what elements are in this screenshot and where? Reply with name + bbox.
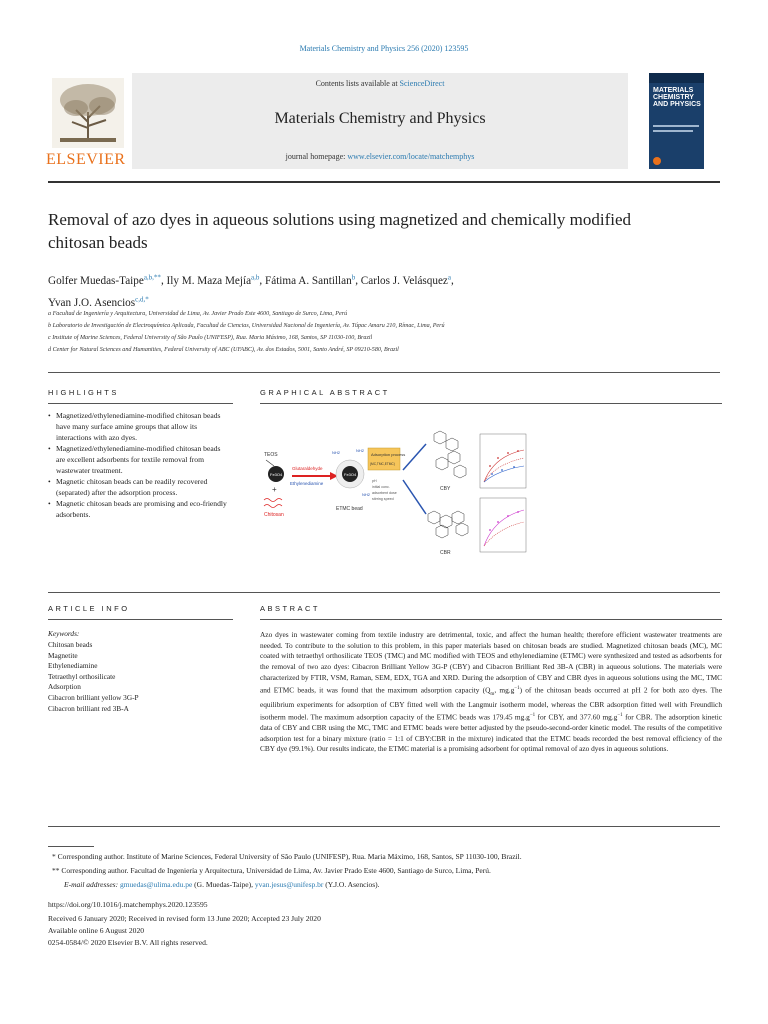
journal-title: Materials Chemistry and Physics	[274, 110, 486, 127]
cbr-molecule-icon	[428, 511, 468, 538]
author-sup[interactable]: a,b	[251, 273, 260, 281]
journal-homepage	[132, 152, 628, 161]
cbr-branch-arrow-icon	[403, 480, 426, 514]
homepage-prefix: journal homepage:	[285, 152, 348, 161]
email-link-2[interactable]: yvan.jesus@unifesp.br	[254, 880, 324, 889]
abstract-sup: −1	[529, 712, 536, 718]
elsevier-wordmark: ELSEVIER	[46, 151, 126, 168]
highlight-item: • Magnetized/ethylenediamine-modified chitosan beads have many surface amine groups that allow its interactions with azo dyes.	[48, 410, 230, 443]
highlights-list	[48, 410, 230, 520]
cby-label: CBY	[440, 486, 451, 492]
contents-available	[132, 79, 628, 88]
author-name: Fátima A. Santillan	[265, 274, 352, 287]
author-list: Golfer Muedas-Taipe$^{a,b,**}$, Ily M. Maza Mejía$^{a,b}$, Fátima A. Santillan$^b$, Carlos J. Velásquez$^a$, Yvan J.O. Asencios$^{c,d,*}$	[48, 273, 454, 310]
author-sup[interactable]: b	[351, 273, 356, 281]
keyword: Cibacron brilliant yellow 3G-P	[48, 692, 139, 702]
etmc-bead-label: ETMC bead	[336, 506, 363, 512]
author-1[interactable]	[48, 275, 161, 287]
corresponding-author-2: ** Corresponding author. Facultad de Ingeniería y Arquitectura, Universidad de Lima, Av. Javier Prado Este 4600, Santiago de Surco, Lima, Perú.	[52, 866, 491, 875]
cbr-label: CBR	[440, 550, 451, 556]
cby-branch-arrow-icon	[403, 444, 426, 470]
elsevier-tree-logo	[52, 78, 124, 148]
author-name: Carlos J. Velásquez	[360, 274, 448, 287]
ethylenediamine-label: Ethylenediamine	[290, 481, 324, 486]
author-name: Yvan J.O. Asencios	[48, 297, 136, 310]
footnote-rule	[48, 846, 94, 847]
abstract-text	[260, 630, 722, 755]
plus-sign: +	[272, 485, 277, 494]
abstract-part: , mg.g	[494, 684, 515, 694]
condition-item: initial conc.	[372, 485, 390, 489]
author-3[interactable]	[265, 275, 355, 287]
teos-label: TEOS	[264, 452, 278, 458]
contents-prefix: Contents lists available at	[315, 79, 400, 88]
abstract-part: Azo dyes in wastewater coming from textile industry are detrimental, toxic, and affect the human health; therefore efficient wastewater treatments are needed. To contribute to the solution to this problem, in this paper materials based on chitosan beads are studied. Magnetized chitosan beads (MC), MC coated with tetraethyl orthosilicate TEOS (TMC) and MC modified with TEOS and ethylenediamine (ETMC) were synthesized and tested as adsorbents for the removal of two azo dyes: Cibacron Brilliant Yellow 3G-P (CBY) and Cibacron Brilliant Red 3B-A (CBR) in aqueous solutions. The materials were characterized by FTIR, VSM, Raman, SEM, EDX, TGA and XRD. During the adsorption of CBY and CBR dyes in aqueous solutions using the MC, TMC and ETMC beads, it was found that the maximum adsorption capacity (Q	[260, 630, 722, 694]
received-dates: Received 6 January 2020; Received in revised form 13 June 2020; Accepted 23 July 2020	[48, 914, 321, 923]
condition-item: stirring speed	[372, 497, 394, 501]
abstract-sup: −1	[617, 712, 623, 718]
article-title: Removal of azo dyes in aqueous solutions using magnetized and chemically modified chitosan beads	[48, 210, 632, 252]
abstract-sup: −1	[514, 685, 520, 691]
doi-link[interactable]: https://doi.org/10.1016/j.matchemphys.2020.123595	[48, 900, 208, 909]
homepage-link[interactable]: www.elsevier.com/locate/matchemphys	[347, 152, 475, 161]
affiliation-d: d Center for Natural Sciences and Humanities, Federal University of ABC (UFABC), Av. dos Estados, 5001, Santo André, SP 09210-580, Brazil	[48, 347, 399, 353]
keyword: Magnetite	[48, 650, 78, 660]
abstract-sub: m	[490, 691, 495, 697]
abstract-part: for CBY, and 377.60 mg.g	[535, 712, 618, 722]
author-sup[interactable]: a,b,**	[143, 273, 161, 281]
affiliation-rule	[48, 372, 720, 373]
abstract-heading: ABSTRACT	[260, 604, 321, 613]
keyword: Cibacron brilliant red 3B-A	[48, 703, 129, 713]
cover-title: MATERIALS CHEMISTRY AND PHYSICS	[653, 87, 701, 108]
author-sup[interactable]: c,d,*	[135, 295, 149, 304]
author-name: Ily M. Maza Mejía	[166, 274, 252, 287]
keyword: Adsorption	[48, 682, 81, 692]
keyword: Chitosan beads	[48, 640, 93, 649]
email-link-1[interactable]: gmuedas@ulima.edu.pe	[119, 880, 193, 889]
section-rule	[48, 592, 720, 593]
chitosan-label: Chitosan	[264, 512, 284, 518]
highlight-item: • Magnetic chitosan beads are promising and eco-friendly adsorbents.	[48, 498, 230, 520]
abstract-rule	[260, 619, 722, 620]
glutaraldehyde-label: Glutaraldehyde	[292, 466, 323, 471]
author-2[interactable]	[167, 275, 260, 287]
author-sup[interactable]: a	[447, 273, 452, 281]
sciencedirect-link[interactable]: ScienceDirect	[399, 79, 445, 88]
abstract-part: ) of the chitosan beads occurred at pH 2 for both azo dyes. The equilibrium experiments for adsorption of CBY fitted well with the Langmuir isotherm model, whereas the CBR adsorption fitted well with Freundlich isotherm model. The maximum adsorption capacity of the ETMC beads was 179.45 mg.g	[260, 684, 722, 722]
nh2-label: NH2	[362, 492, 371, 497]
email-label: E-mail addresses:	[64, 880, 119, 889]
journal-reference[interactable]: Materials Chemistry and Physics 256 (2020) 123595	[299, 44, 469, 53]
affiliation-c: c Institute of Marine Sciences, Federal University of São Paulo (UNIFESP), Rua. Maria Máximo, 168, Santos, SP 11030-100, Brazil	[48, 335, 373, 341]
journal-cover-thumbnail[interactable]	[649, 73, 704, 169]
highlight-item: • Magnetic chitosan beads can be readily recovered (separated) after the adsorption process.	[48, 476, 230, 498]
author-4[interactable]	[361, 275, 451, 287]
fe3o4-label-left: Fe3O4	[270, 472, 283, 477]
keyword: Tetraethyl orthosilicate	[48, 671, 116, 681]
copyright: 0254-0584/© 2020 Elsevier B.V. All rights reserved.	[48, 938, 208, 947]
condition-item: pH	[372, 479, 377, 483]
affiliation-a: a Facultad de Ingeniería y Arquitectura, Universidad de Lima, Av. Javier Prado Este 4600, Santiago de Surco, Lima, Perú	[48, 311, 348, 317]
condition-item: adsorbent dose	[372, 491, 397, 495]
graphical-abstract-rule	[260, 403, 722, 404]
keywords-label: Keywords:	[48, 629, 80, 638]
highlights-rule	[48, 403, 233, 404]
abstract-part: for CBR. The adsorption kinetic data of CBY and CBR using the MC, TMC and ETMC beads were better adjusted by the pseudo-second-order kinetic model. The results of the competitive adsorption test for a binary mixture (ratio = 1:1 of CBY:CBR in the mixture) indicated that the ETMC beads recorded the best removal efficiency of the CBY dye (99.1%). Our results indicate, the ETMC material is a promising adsorbent for optimal removal of azo dyes in aqueous solutions.	[260, 712, 723, 754]
email-owner-1: (G. Muedas-Taipe),	[192, 880, 255, 889]
cby-molecule-icon	[434, 431, 466, 478]
email-addresses	[64, 880, 744, 889]
cbr-isotherm-plot	[480, 498, 526, 552]
nh2-label: NH2	[332, 450, 341, 455]
adsorption-label: Adsorption process	[371, 452, 406, 457]
chitosan-chain-icon	[264, 499, 282, 508]
author-name: Golfer Muedas-Taipe	[48, 274, 144, 287]
keyword: Ethylenediamine	[48, 661, 98, 671]
highlight-item: • Magnetized/ethylenediamine-modified chitosan beads are excellent adsorbents for textile removal from wastewater treatment.	[48, 443, 230, 476]
graphical-abstract-figure[interactable]	[258, 430, 528, 570]
header-rule	[48, 181, 720, 183]
abstract-end-rule	[48, 826, 720, 827]
highlights-heading: HIGHLIGHTS	[48, 388, 119, 397]
keywords-list	[48, 640, 139, 714]
graphical-abstract-heading: GRAPHICAL ABSTRACT	[260, 388, 390, 397]
affiliation-b: b Laboratorio de Investigación de Electroquímica Aplicada, Facultad de Ciencias, Universidad Nacional de Ingeniería, Av. Túpac Amaru 210, Rímac, Lima, Perú	[48, 323, 445, 329]
email-owner-2: (Y.J.O. Asencios).	[323, 880, 380, 889]
article-info-rule	[48, 619, 233, 620]
nh2-label: NH2	[356, 448, 365, 453]
article-info-heading: ARTICLE INFO	[48, 604, 130, 613]
available-online: Available online 6 August 2020	[48, 926, 145, 935]
author-5[interactable]	[48, 297, 149, 309]
corresponding-author-1: * Corresponding author. Institute of Marine Sciences, Federal University of São Paulo (UNIFESP), Rua. Maria Máximo, 168, Santos, SP 11030-100, Brazil.	[52, 852, 522, 861]
fe3o4-label-bead: Fe3O4	[344, 472, 357, 477]
adsorbents-label: (MC,TMC,ETMC)	[370, 462, 395, 466]
